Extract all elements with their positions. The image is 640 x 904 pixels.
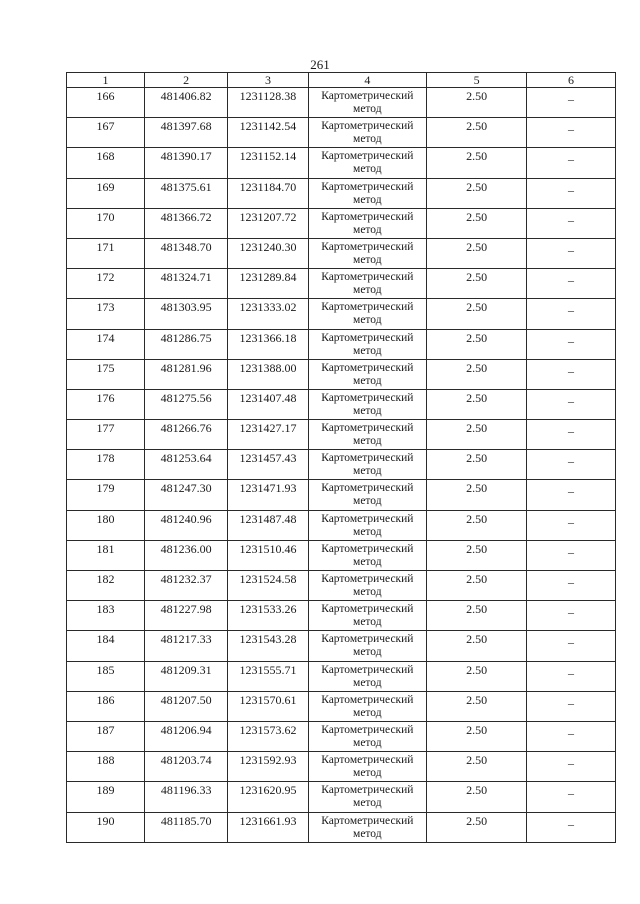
accuracy-cell: 2.50 [427,691,527,721]
method-cell: Картометрический метод [308,178,427,208]
point-number-cell: 170 [67,208,145,238]
note-cell: – [527,752,616,782]
accuracy-cell: 2.50 [427,420,527,450]
accuracy-cell: 2.50 [427,238,527,268]
table-row [67,359,616,389]
accuracy-cell: 2.50 [427,721,527,751]
y-coordinate-cell: 1231457.43 [228,450,308,480]
note-cell: – [527,269,616,299]
x-coordinate-cell: 481240.96 [144,510,227,540]
accuracy-cell: 2.50 [427,329,527,359]
table-row [67,510,616,540]
method-cell: Картометрический метод [308,269,427,299]
table-row [67,480,616,510]
method-cell: Картометрический метод [308,691,427,721]
point-number-cell: 166 [67,88,145,118]
accuracy-cell: 2.50 [427,631,527,661]
point-number-cell: 190 [67,812,145,842]
table-row [67,269,616,299]
note-cell: – [527,661,616,691]
table-row [67,721,616,751]
table-row [67,299,616,329]
header-col-5: 5 [427,73,527,88]
point-number-cell: 178 [67,450,145,480]
table-row [67,540,616,570]
y-coordinate-cell: 1231471.93 [228,480,308,510]
y-coordinate-cell: 1231524.58 [228,571,308,601]
y-coordinate-cell: 1231407.48 [228,389,308,419]
accuracy-cell: 2.50 [427,118,527,148]
method-cell: Картометрический метод [308,661,427,691]
table-row [67,631,616,661]
note-cell: – [527,88,616,118]
x-coordinate-cell: 481275.56 [144,389,227,419]
x-coordinate-cell: 481253.64 [144,450,227,480]
point-number-cell: 187 [67,721,145,751]
method-cell: Картометрический метод [308,208,427,238]
y-coordinate-cell: 1231184.70 [228,178,308,208]
accuracy-cell: 2.50 [427,510,527,540]
point-number-cell: 186 [67,691,145,721]
method-cell: Картометрический метод [308,420,427,450]
point-number-cell: 168 [67,148,145,178]
table-row [67,389,616,419]
table-header [67,73,616,88]
note-cell: – [527,540,616,570]
note-cell: – [527,148,616,178]
note-cell: – [527,420,616,450]
y-coordinate-cell: 1231533.26 [228,601,308,631]
x-coordinate-cell: 481196.33 [144,782,227,812]
note-cell: – [527,450,616,480]
table-row [67,661,616,691]
table-row [67,329,616,359]
y-coordinate-cell: 1231152.14 [228,148,308,178]
method-cell: Картометрический метод [308,88,427,118]
header-col-3: 3 [228,73,308,88]
point-number-cell: 179 [67,480,145,510]
note-cell: – [527,208,616,238]
method-cell: Картометрический метод [308,782,427,812]
accuracy-cell: 2.50 [427,389,527,419]
x-coordinate-cell: 481324.71 [144,269,227,299]
table-row [67,208,616,238]
note-cell: – [527,631,616,661]
accuracy-cell: 2.50 [427,540,527,570]
point-number-cell: 183 [67,601,145,631]
header-col-6: 6 [527,73,616,88]
point-number-cell: 185 [67,661,145,691]
accuracy-cell: 2.50 [427,752,527,782]
table-row [67,782,616,812]
table-row [67,178,616,208]
method-cell: Картометрический метод [308,329,427,359]
y-coordinate-cell: 1231487.48 [228,510,308,540]
point-number-cell: 173 [67,299,145,329]
x-coordinate-cell: 481232.37 [144,571,227,601]
table-row [67,88,616,118]
table-row [67,420,616,450]
method-cell: Картометрический метод [308,299,427,329]
x-coordinate-cell: 481207.50 [144,691,227,721]
y-coordinate-cell: 1231142.54 [228,118,308,148]
accuracy-cell: 2.50 [427,661,527,691]
method-cell: Картометрический метод [308,450,427,480]
accuracy-cell: 2.50 [427,299,527,329]
point-number-cell: 180 [67,510,145,540]
table-row [67,812,616,842]
table-row [67,571,616,601]
x-coordinate-cell: 481206.94 [144,721,227,751]
method-cell: Картометрический метод [308,238,427,268]
point-number-cell: 174 [67,329,145,359]
table-body [67,88,616,843]
y-coordinate-cell: 1231240.30 [228,238,308,268]
note-cell: – [527,389,616,419]
point-number-cell: 177 [67,420,145,450]
y-coordinate-cell: 1231366.18 [228,329,308,359]
header-col-2: 2 [144,73,227,88]
method-cell: Картометрический метод [308,118,427,148]
x-coordinate-cell: 481397.68 [144,118,227,148]
note-cell: – [527,238,616,268]
x-coordinate-cell: 481209.31 [144,661,227,691]
x-coordinate-cell: 481406.82 [144,88,227,118]
point-number-cell: 184 [67,631,145,661]
accuracy-cell: 2.50 [427,88,527,118]
y-coordinate-cell: 1231661.93 [228,812,308,842]
header-col-4: 4 [308,73,427,88]
coordinates-table [66,72,616,843]
note-cell: – [527,299,616,329]
point-number-cell: 188 [67,752,145,782]
point-number-cell: 167 [67,118,145,148]
x-coordinate-cell: 481375.61 [144,178,227,208]
y-coordinate-cell: 1231333.02 [228,299,308,329]
header-col-1: 1 [67,73,145,88]
point-number-cell: 176 [67,389,145,419]
accuracy-cell: 2.50 [427,208,527,238]
table-row [67,238,616,268]
x-coordinate-cell: 481286.75 [144,329,227,359]
accuracy-cell: 2.50 [427,480,527,510]
table-row [67,148,616,178]
accuracy-cell: 2.50 [427,812,527,842]
method-cell: Картометрический метод [308,148,427,178]
note-cell: – [527,359,616,389]
y-coordinate-cell: 1231427.17 [228,420,308,450]
method-cell: Картометрический метод [308,389,427,419]
method-cell: Картометрический метод [308,812,427,842]
x-coordinate-cell: 481203.74 [144,752,227,782]
accuracy-cell: 2.50 [427,359,527,389]
x-coordinate-cell: 481217.33 [144,631,227,661]
x-coordinate-cell: 481227.98 [144,601,227,631]
accuracy-cell: 2.50 [427,269,527,299]
note-cell: – [527,782,616,812]
note-cell: – [527,812,616,842]
table-row [67,450,616,480]
y-coordinate-cell: 1231388.00 [228,359,308,389]
y-coordinate-cell: 1231620.95 [228,782,308,812]
y-coordinate-cell: 1231592.93 [228,752,308,782]
table-row [67,118,616,148]
note-cell: – [527,601,616,631]
y-coordinate-cell: 1231207.72 [228,208,308,238]
table-row [67,752,616,782]
y-coordinate-cell: 1231570.61 [228,691,308,721]
point-number-cell: 182 [67,571,145,601]
header-row [67,73,616,88]
y-coordinate-cell: 1231289.84 [228,269,308,299]
x-coordinate-cell: 481236.00 [144,540,227,570]
accuracy-cell: 2.50 [427,782,527,812]
table-row [67,691,616,721]
x-coordinate-cell: 481348.70 [144,238,227,268]
page-number: 261 [310,57,330,72]
x-coordinate-cell: 481366.72 [144,208,227,238]
method-cell: Картометрический метод [308,359,427,389]
method-cell: Картометрический метод [308,721,427,751]
table-row [67,601,616,631]
y-coordinate-cell: 1231573.62 [228,721,308,751]
method-cell: Картометрический метод [308,510,427,540]
point-number-cell: 172 [67,269,145,299]
y-coordinate-cell: 1231510.46 [228,540,308,570]
note-cell: – [527,329,616,359]
point-number-cell: 181 [67,540,145,570]
method-cell: Картометрический метод [308,480,427,510]
point-number-cell: 189 [67,782,145,812]
y-coordinate-cell: 1231555.71 [228,661,308,691]
note-cell: – [527,571,616,601]
note-cell: – [527,510,616,540]
y-coordinate-cell: 1231543.28 [228,631,308,661]
x-coordinate-cell: 481266.76 [144,420,227,450]
x-coordinate-cell: 481247.30 [144,480,227,510]
accuracy-cell: 2.50 [427,178,527,208]
method-cell: Картометрический метод [308,601,427,631]
accuracy-cell: 2.50 [427,571,527,601]
method-cell: Картометрический метод [308,571,427,601]
note-cell: – [527,118,616,148]
x-coordinate-cell: 481185.70 [144,812,227,842]
note-cell: – [527,691,616,721]
note-cell: – [527,480,616,510]
x-coordinate-cell: 481390.17 [144,148,227,178]
point-number-cell: 175 [67,359,145,389]
note-cell: – [527,721,616,751]
accuracy-cell: 2.50 [427,450,527,480]
x-coordinate-cell: 481303.95 [144,299,227,329]
note-cell: – [527,178,616,208]
method-cell: Картометрический метод [308,540,427,570]
accuracy-cell: 2.50 [427,601,527,631]
x-coordinate-cell: 481281.96 [144,359,227,389]
point-number-cell: 169 [67,178,145,208]
point-number-cell: 171 [67,238,145,268]
method-cell: Картометрический метод [308,752,427,782]
accuracy-cell: 2.50 [427,148,527,178]
y-coordinate-cell: 1231128.38 [228,88,308,118]
method-cell: Картометрический метод [308,631,427,661]
